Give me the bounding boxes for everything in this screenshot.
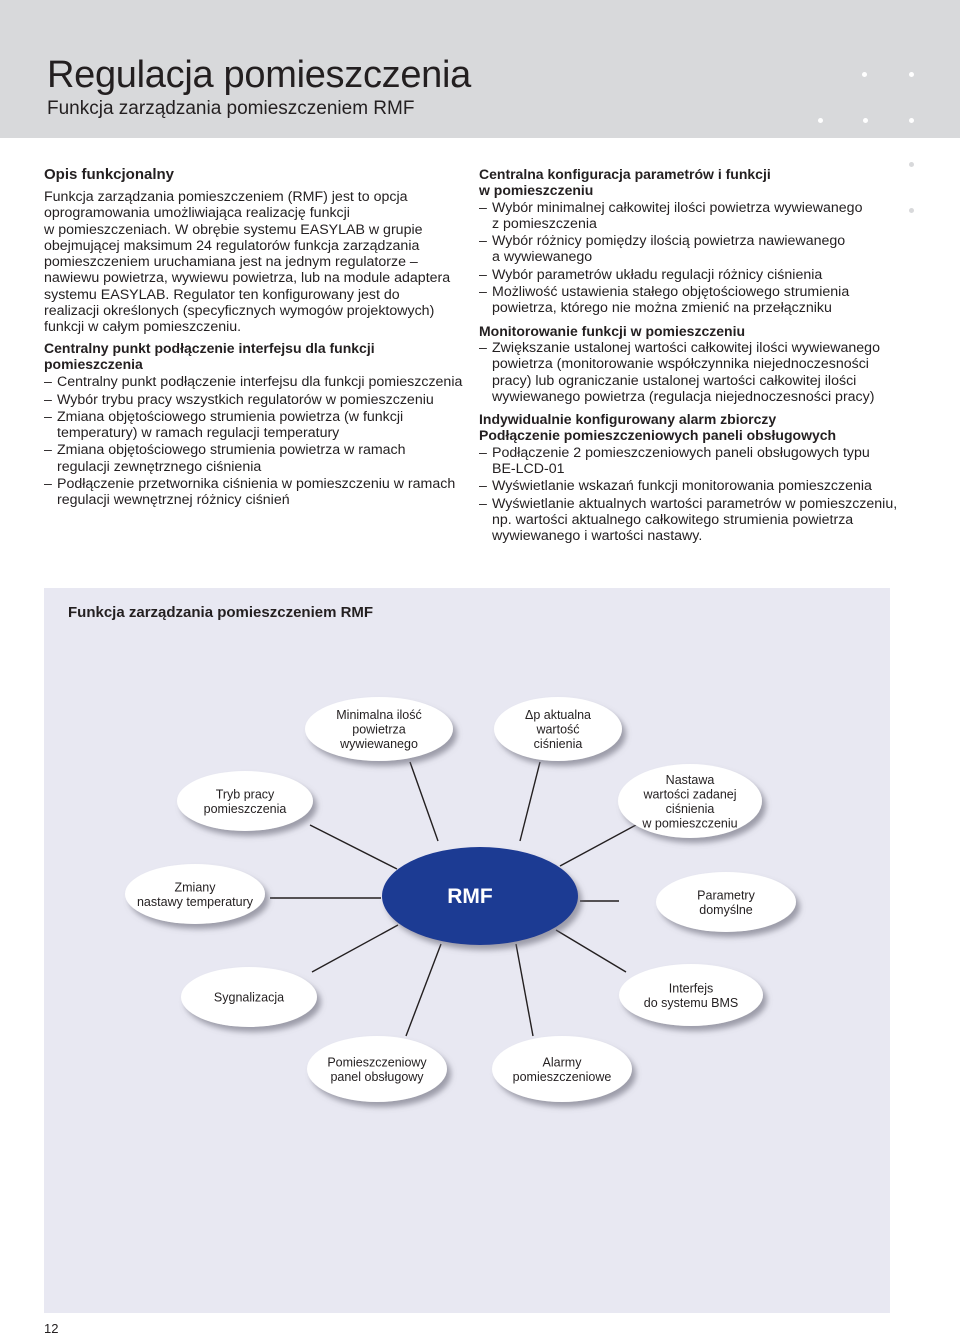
node-label: domyślne <box>699 902 753 917</box>
page-subtitle: Funkcja zarządzania pomieszczeniem RMF <box>47 98 415 119</box>
list-item-line: Wybór parametrów układu regulacji różnicy ciśnienia <box>492 266 823 283</box>
text-line: nawiewu powietrza, wywiewu powietrza, lub na module adaptera <box>44 270 451 287</box>
rmf-center-label: RMF <box>447 885 493 908</box>
page-title: Regulacja pomieszczenia <box>47 54 471 96</box>
node-label: panel obsługowy <box>330 1069 424 1084</box>
text-line: Centralna konfiguracja parametrów i funkcji <box>479 166 771 182</box>
node-label: ciśnienia <box>533 737 583 751</box>
node-dp-actual <box>494 697 622 761</box>
node-label: Interfejs <box>668 981 714 996</box>
node-label: pomieszczenia <box>203 801 287 816</box>
node-label: Δp aktualna <box>524 708 592 722</box>
list-item-line: wywiewanego i wartości nastawy. <box>492 528 703 545</box>
node-label: Alarmy <box>542 1055 582 1070</box>
node-label: w pomieszczeniu <box>642 816 738 831</box>
text-line: obejmującej maksimum 24 regulatorów funkcja zarządzania <box>44 237 420 254</box>
dash-bullet: – <box>44 408 52 425</box>
dash-bullet: – <box>44 374 52 391</box>
text-line: systemu EASYLAB. Regulator ten konfigurowany jest do <box>44 286 400 303</box>
list-item-line: Wyświetlanie wskazań funkcji monitorowania pomieszczenia <box>492 478 872 495</box>
list-item-line: Centralny punkt podłączenie interfejsu dla funkcji pomieszczenia <box>57 374 463 391</box>
connector-line <box>406 944 441 1036</box>
list-item-line: Możliwość ustawienia stałego objętościowego strumienia <box>492 284 850 301</box>
text-line: pomieszczeniem uruchamiana jest na jednym regulatorze – <box>44 254 418 271</box>
node-operating-mode <box>177 771 313 831</box>
list-item-line: Podłączenie przetwornika ciśnienia w pomieszczeniu w ramach <box>57 476 456 493</box>
connector-stub <box>620 1100 640 1120</box>
connector-line <box>310 825 397 869</box>
connector-line <box>312 925 398 972</box>
node-label: Pomieszczeniowy <box>327 1055 427 1070</box>
dash-bullet: – <box>479 339 487 356</box>
node-temp-setpoint <box>125 864 265 924</box>
node-label: nastawy temperatury <box>136 894 254 909</box>
node-label: wartości zadanej <box>643 787 737 802</box>
node-label: Zmiany <box>174 880 216 895</box>
node-label: Tryb pracy <box>215 787 275 802</box>
section-heading-opis: Opis funkcjonalny <box>44 166 175 183</box>
list-item-line: BE-LCD-01 <box>492 461 565 478</box>
list-item-line: pracy) lub ograniczanie ustalonej wartości całkowitej ilości <box>492 372 857 389</box>
list-item-line: Podłączenie 2 pomieszczeniowych paneli obsługowych typu <box>492 444 870 461</box>
node-label: Sygnalizacja <box>213 990 285 1005</box>
node-signaling <box>181 967 317 1027</box>
list-item-line: regulacji wewnętrznej różnicy ciśnień <box>57 492 290 509</box>
connector-stub <box>176 1022 196 1042</box>
connector-line <box>410 762 438 841</box>
dash-bullet: – <box>479 266 487 283</box>
text-line: funkcji w całym pomieszczeniu. <box>44 319 242 336</box>
text-line: oprogramowania umożliwiająca realizację funkcji <box>44 205 350 222</box>
node-label: Parametry <box>697 888 755 903</box>
node-label: pomieszczeniowe <box>512 1069 612 1084</box>
dash-bullet: – <box>44 476 52 493</box>
list-item-line: powietrza, którego nie można zmienić na przełączniku <box>492 300 832 317</box>
text-line: Funkcja zarządzania pomieszczeniem (RMF) jest to opcja <box>44 189 408 205</box>
list-item-line: Zwiększanie ustalonej wartości całkowitej ilości wywiewanego <box>492 339 880 356</box>
node-label: wywiewanego <box>340 737 418 751</box>
list-item-line: Wybór różnicy pomiędzy ilością powietrza nawiewanego <box>492 233 846 250</box>
node-label: wartość <box>536 722 580 737</box>
connector-stub <box>762 752 784 770</box>
list-item-line: temperatury) w ramach regulacji temperatury <box>57 425 340 442</box>
list-item-line: powietrza (monitorowanie współczynnika niejednoczesności <box>492 356 869 373</box>
dash-bullet: – <box>479 478 487 495</box>
dash-bullet: – <box>479 444 487 461</box>
node-bms-interface <box>619 964 763 1026</box>
node-room-panel <box>307 1036 447 1102</box>
node-defaults <box>656 872 796 932</box>
list-item-line: np. wartości aktualnego całkowitego strumienia powietrza <box>492 511 854 528</box>
text-line: w pomieszczeniach. W obrębie systemu EASYLAB w grupie <box>44 221 423 238</box>
node-label: ciśnienia <box>665 801 715 816</box>
list-item-line: a wywiewanego <box>492 249 593 266</box>
text-line: w pomieszczeniu <box>479 182 594 199</box>
node-pressure-setpoint <box>618 764 762 838</box>
list-item-line: z pomieszczenia <box>492 215 597 232</box>
section-heading-monitoring: Monitorowanie funkcji w pomieszczeniu <box>479 322 746 339</box>
dash-bullet: – <box>479 233 487 250</box>
connector-line <box>520 762 540 841</box>
node-label: Nastawa <box>665 772 715 787</box>
list-item-line: regulacji zewnętrznego ciśnienia <box>57 458 262 475</box>
diagram-title: Funkcja zarządzania pomieszczeniem RMF <box>68 604 374 621</box>
list-item-line: Zmiana objętościowego strumienia powietrza (w funkcji <box>57 408 404 425</box>
list-item-line: Wyświetlanie aktualnych wartości parametrów w pomieszczeniu, <box>492 495 898 512</box>
dash-bullet: – <box>44 442 52 459</box>
list-item-line: wywiewanego powietrza (regulacja niejednoczesności pracy) <box>492 388 875 405</box>
connector-stub <box>613 740 640 760</box>
connector-stub <box>156 808 180 826</box>
connector-stub <box>742 1022 762 1042</box>
connector-line <box>556 930 626 972</box>
node-label: Minimalna ilość <box>336 708 422 722</box>
text-line: Indywidualnie konfigurowany alarm zbiorczy <box>479 411 777 428</box>
page-number: 12 <box>44 1321 59 1335</box>
list-item-line: Wybór minimalnej całkowitej ilości powietrza wywiewanego <box>492 199 863 216</box>
node-room-alarms <box>492 1036 632 1102</box>
connector-line <box>560 825 636 866</box>
dash-bullet: – <box>44 391 52 408</box>
list-item-line: Zmiana objętościowego strumienia powietrza w ramach <box>57 442 406 459</box>
node-min-exhaust <box>305 697 453 761</box>
node-label: powietrza <box>352 722 406 737</box>
node-label: do systemu BMS <box>643 995 739 1010</box>
dash-bullet: – <box>479 199 487 216</box>
connector-line <box>516 944 533 1036</box>
connector-stub <box>300 1100 319 1120</box>
text-line: Podłączenie pomieszczeniowych paneli obsługowych <box>479 427 837 444</box>
section-subheading-interface: Centralny punkt podłączenie interfejsu dla funkcji pomieszczenia <box>44 339 375 372</box>
text-line: realizacji określonych (specyficznych wymogów projektowych) <box>44 303 435 320</box>
dash-bullet: – <box>479 495 487 512</box>
dash-bullet: – <box>479 284 487 301</box>
list-item-line: Wybór trybu pracy wszystkich regulatorów w pomieszczeniu <box>57 391 434 408</box>
